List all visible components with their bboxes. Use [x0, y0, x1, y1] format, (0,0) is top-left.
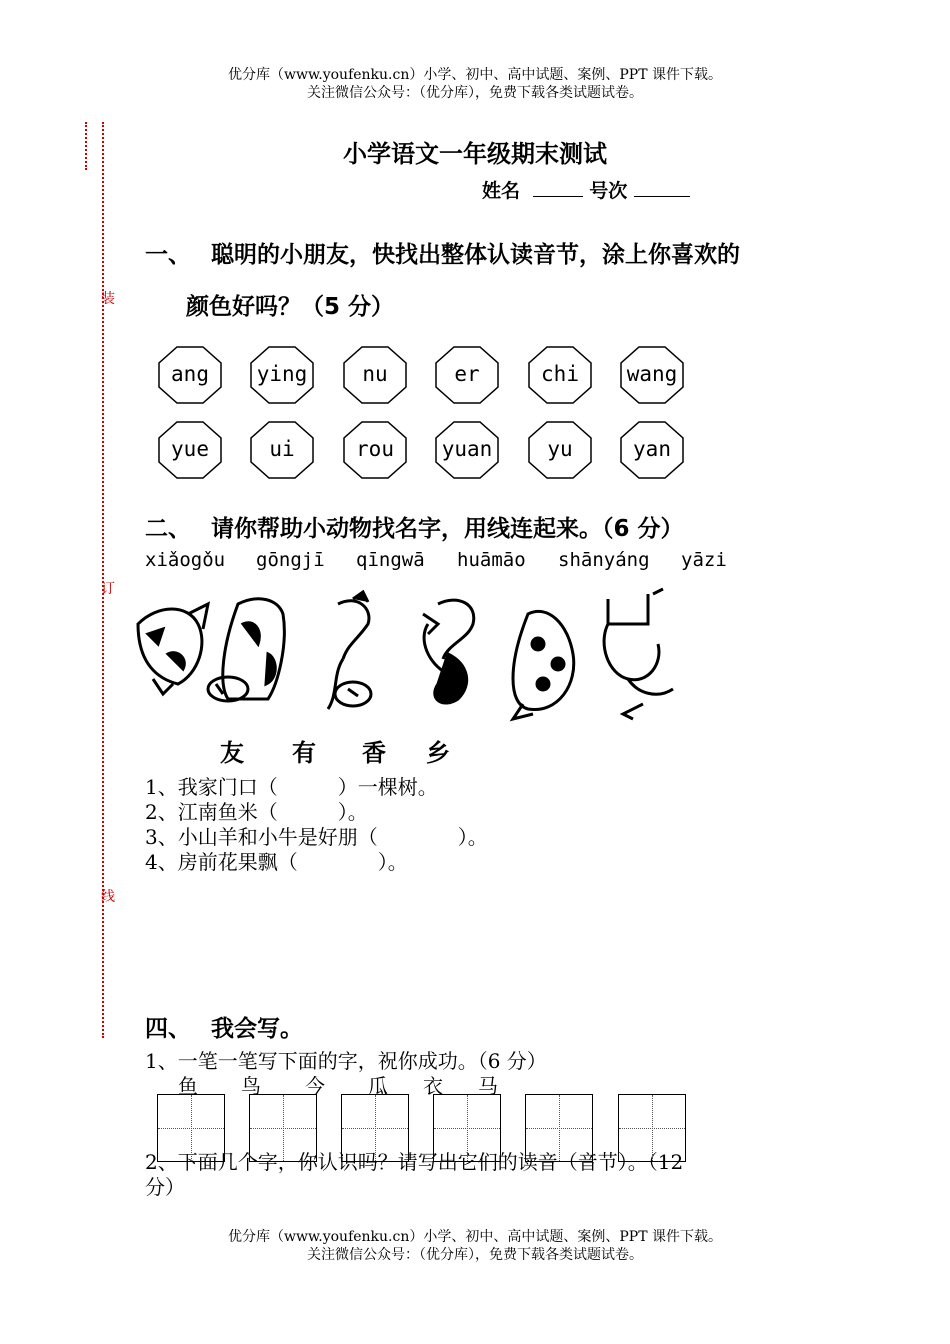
binding-char-3: 线	[101, 889, 115, 905]
section-4-number: 四、	[145, 1016, 191, 1042]
syllable-text: yu	[547, 437, 573, 461]
section-2-number: 二、	[145, 516, 191, 542]
syllable-octagon[interactable]	[435, 421, 499, 479]
syllable-text: ang	[171, 362, 209, 386]
syllable-octagon[interactable]	[250, 346, 314, 404]
number-label: 号次	[589, 180, 628, 202]
goat-illustration	[604, 589, 673, 719]
syllable-text: yuan	[441, 437, 493, 461]
syllable-octagon[interactable]	[435, 346, 499, 404]
syllable-text: er	[454, 362, 480, 386]
section-2-text: 请你帮助小动物找名字，用线连起来。（6 分）	[211, 516, 684, 542]
footer-line-1: 优分库（www.youfenku.cn）小学、初中、高中试题、案例、PPT 课件下载。	[227, 1229, 722, 1245]
footer-line-2: 关注微信公众号：（优分库），免费下载各类试题试卷。	[307, 1247, 643, 1263]
writing-grid-5[interactable]	[525, 1094, 593, 1162]
animal-pinyin: qīngwā	[356, 549, 425, 571]
syllable-octagon[interactable]	[158, 346, 222, 404]
animal-pinyin: shānyáng	[558, 549, 650, 571]
section-1-text-2: 颜色好吗？（5 分）	[186, 294, 395, 320]
write-char-1: 鱼	[178, 1074, 198, 1098]
section-1-number: 一、	[145, 242, 191, 268]
section-1-heading	[145, 236, 740, 269]
section-4-text: 我会写。	[211, 1016, 303, 1042]
syllable-text: yue	[171, 437, 209, 461]
syllable-octagon[interactable]	[620, 421, 684, 479]
name-blank[interactable]	[533, 178, 583, 197]
writing-grid-3[interactable]	[341, 1094, 409, 1162]
frog-illustration	[513, 611, 574, 719]
writing-grid-2[interactable]	[249, 1094, 317, 1162]
syllable-text: chi	[541, 362, 579, 386]
section-2-heading	[145, 510, 684, 543]
writing-grid-6[interactable]	[618, 1094, 686, 1162]
syllable-octagon[interactable]	[343, 346, 407, 404]
write-question-2-line-1: 2、下面几个字，你认识吗？请写出它们的读音（音节）。（12	[145, 1150, 684, 1174]
write-char-5: 衣	[423, 1074, 443, 1098]
animal-pinyin: xiǎogǒu	[145, 549, 226, 571]
page-footer	[0, 1228, 950, 1264]
fill-question-4: 4、房前花果飘（ ）。	[145, 850, 408, 874]
fill-question-2: 2、江南鱼米（ ）。	[145, 800, 368, 824]
fill-question-3: 3、小山羊和小牛是好朋（ ）。	[145, 825, 488, 849]
animal-pinyin: yāzi	[681, 549, 727, 571]
animal-pinyin: gōngjī	[256, 549, 325, 571]
name-number-line	[482, 176, 690, 203]
page-title: 小学语文一年级期末测试	[343, 140, 607, 168]
syllable-octagon[interactable]	[528, 346, 592, 404]
cat-illustration	[208, 599, 284, 701]
rooster-illustration	[328, 592, 371, 709]
animal-pinyin: huāmāo	[457, 549, 526, 571]
section-4-heading	[145, 1010, 303, 1043]
writing-grid-4[interactable]	[433, 1094, 501, 1162]
syllable-octagon[interactable]	[158, 421, 222, 479]
syllable-text: wang	[626, 362, 678, 386]
animal-illustrations	[128, 584, 700, 732]
syllable-text: nu	[362, 362, 388, 386]
header-line-2: 关注微信公众号：（优分库），免费下载各类试题试卷。	[307, 85, 643, 101]
write-char-3: 今	[305, 1074, 325, 1098]
writing-grid-1[interactable]	[157, 1094, 225, 1162]
name-label: 姓名	[482, 180, 521, 202]
syllable-text: ying	[256, 362, 308, 386]
binding-char-1: 装	[101, 291, 115, 307]
syllable-octagon[interactable]	[250, 421, 314, 479]
write-char-6: 马	[478, 1074, 498, 1098]
number-blank[interactable]	[634, 178, 690, 197]
choice-char-1: 友	[220, 739, 244, 767]
syllable-text: yan	[633, 437, 671, 461]
choice-char-2: 有	[292, 739, 316, 767]
page-header	[0, 66, 950, 102]
choice-char-4: 乡	[426, 739, 450, 767]
syllable-octagon[interactable]	[528, 421, 592, 479]
write-question-2-line-2: 分）	[145, 1175, 185, 1199]
duck-illustration	[423, 600, 474, 703]
fill-question-1: 1、我家门口（ ）一棵树。	[145, 775, 438, 799]
write-char-4: 瓜	[368, 1074, 388, 1098]
header-line-1: 优分库（www.youfenku.cn）小学、初中、高中试题、案例、PPT 课件下载。	[227, 67, 722, 83]
section-1-text-1: 聪明的小朋友，快找出整体认读音节，涂上你喜欢的	[211, 242, 740, 268]
dog-illustration	[138, 604, 208, 694]
syllable-octagon[interactable]	[620, 346, 684, 404]
write-question-1: 1、一笔一笔写下面的字，祝你成功。（6 分）	[145, 1049, 547, 1073]
binding-char-2: 订	[101, 581, 115, 597]
syllable-text: ui	[269, 437, 295, 461]
write-char-2: 鸟	[241, 1074, 261, 1098]
syllable-octagon[interactable]	[343, 421, 407, 479]
syllable-text: rou	[356, 437, 394, 461]
choice-char-3: 香	[362, 739, 386, 767]
